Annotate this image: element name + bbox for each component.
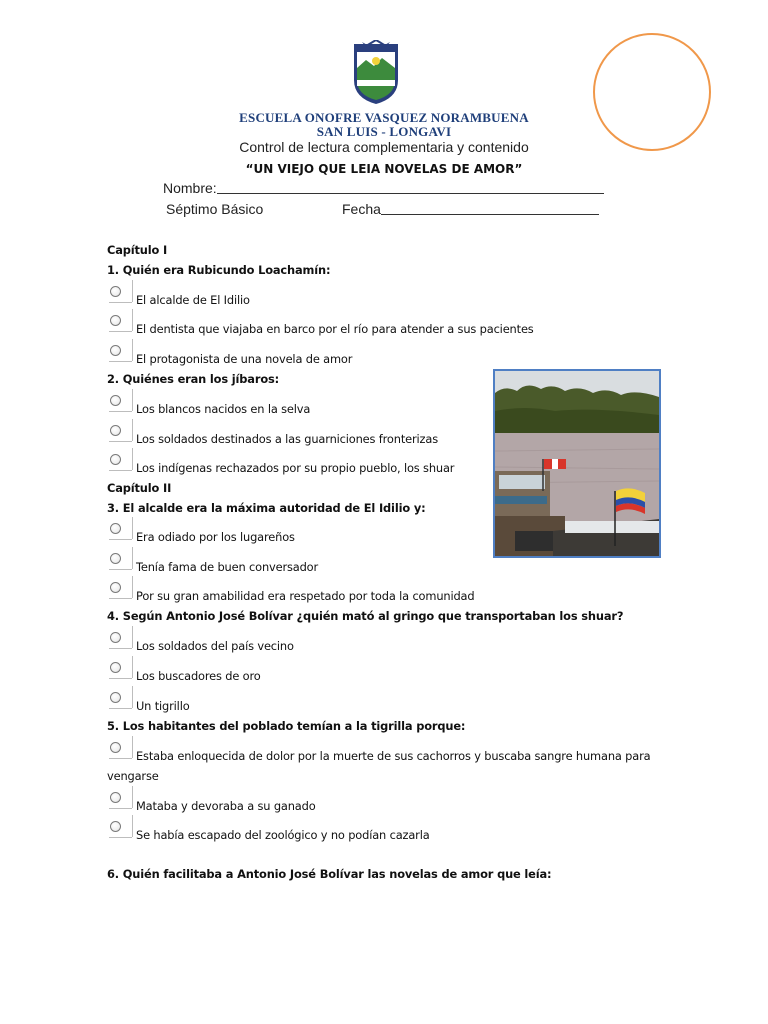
name-field[interactable] (163, 180, 604, 196)
option-label: El protagonista de una novela de amor (136, 352, 353, 366)
chapter-heading: Capítulo I (107, 243, 168, 257)
option-label: Los indígenas rechazados por su propio pueblo, los shuar (136, 461, 455, 475)
option-q5-a[interactable] (107, 742, 667, 768)
option-label: El dentista que viajaba en barco por el río para atender a sus pacientes (136, 322, 534, 336)
option-label: Mataba y devoraba a su ganado (136, 799, 316, 813)
school-crest-logo (352, 40, 400, 106)
option-q1-a[interactable] (107, 286, 667, 312)
school-town: SAN LUIS - LONGAVI (316, 124, 452, 139)
book-title: “UN VIEJO QUE LEIA NOVELAS DE AMOR” (245, 162, 523, 176)
name-line[interactable] (217, 193, 604, 194)
question-1: 1. Quién era Rubicundo Loachamín: (107, 263, 331, 277)
option-q3-c[interactable] (107, 582, 667, 608)
radio-button[interactable] (110, 582, 121, 593)
option-label: Se había escapado del zoológico y no podían cazarla (136, 828, 430, 842)
radio-button[interactable] (110, 632, 121, 643)
document-subtitle: Control de lectura complementaria y contenido (239, 139, 529, 155)
radio-button[interactable] (110, 425, 121, 436)
radio-button[interactable] (110, 553, 121, 564)
question-3: 3. El alcalde era la máxima autoridad de El Idilio y: (107, 501, 426, 515)
radio-button[interactable] (110, 662, 121, 673)
option-label: Los soldados destinados a las guarniciones fronterizas (136, 432, 438, 446)
radio-button[interactable] (110, 345, 121, 356)
option-label: Era odiado por los lugareños (136, 530, 295, 544)
radio-button[interactable] (110, 395, 121, 406)
option-label: Tenía fama de buen conversador (136, 560, 319, 574)
option-q4-a[interactable] (107, 632, 667, 658)
option-label: Los blancos nacidos en la selva (136, 402, 311, 416)
option-q1-c[interactable] (107, 345, 667, 371)
option-q1-b[interactable] (107, 315, 667, 341)
option-continuation: vengarse (107, 769, 159, 783)
option-q4-c[interactable] (107, 692, 667, 718)
option-q5-c[interactable] (107, 821, 667, 847)
option-label: Por su gran amabilidad era respetado por toda la comunidad (136, 589, 475, 603)
question-6: 6. Quién facilitaba a Antonio José Bolívar las novelas de amor que leía: (107, 867, 552, 881)
grade-label: Séptimo Básico (166, 201, 264, 217)
radio-button[interactable] (110, 742, 121, 753)
question-4: 4. Según Antonio José Bolívar ¿quién mató al gringo que transportaban los shuar? (107, 609, 624, 623)
river-boats-photo (493, 369, 661, 558)
question-2: 2. Quiénes eran los jíbaros: (107, 372, 280, 386)
radio-button[interactable] (110, 315, 121, 326)
option-q4-b[interactable] (107, 662, 667, 688)
date-line[interactable] (381, 214, 599, 215)
name-label: Nombre: (163, 180, 217, 196)
radio-button[interactable] (110, 792, 121, 803)
option-q5-b[interactable] (107, 792, 667, 818)
radio-button[interactable] (110, 692, 121, 703)
option-label: Estaba enloquecida de dolor por la muerte de sus cachorros y buscaba sangre humana para (136, 749, 651, 763)
date-label: Fecha (342, 201, 381, 217)
option-label: Los soldados del país vecino (136, 639, 294, 653)
option-label: El alcalde de El Idilio (136, 293, 250, 307)
radio-button[interactable] (110, 523, 121, 534)
school-name: ESCUELA ONOFRE VASQUEZ NORAMBUENA (239, 110, 529, 125)
radio-button[interactable] (110, 454, 121, 465)
option-label: Los buscadores de oro (136, 669, 261, 683)
chapter-heading: Capítulo II (107, 481, 172, 495)
radio-button[interactable] (110, 821, 121, 832)
date-field[interactable] (342, 201, 599, 217)
option-label: Un tigrillo (136, 699, 190, 713)
question-5: 5. Los habitantes del poblado temían a la tigrilla porque: (107, 719, 466, 733)
radio-button[interactable] (110, 286, 121, 297)
